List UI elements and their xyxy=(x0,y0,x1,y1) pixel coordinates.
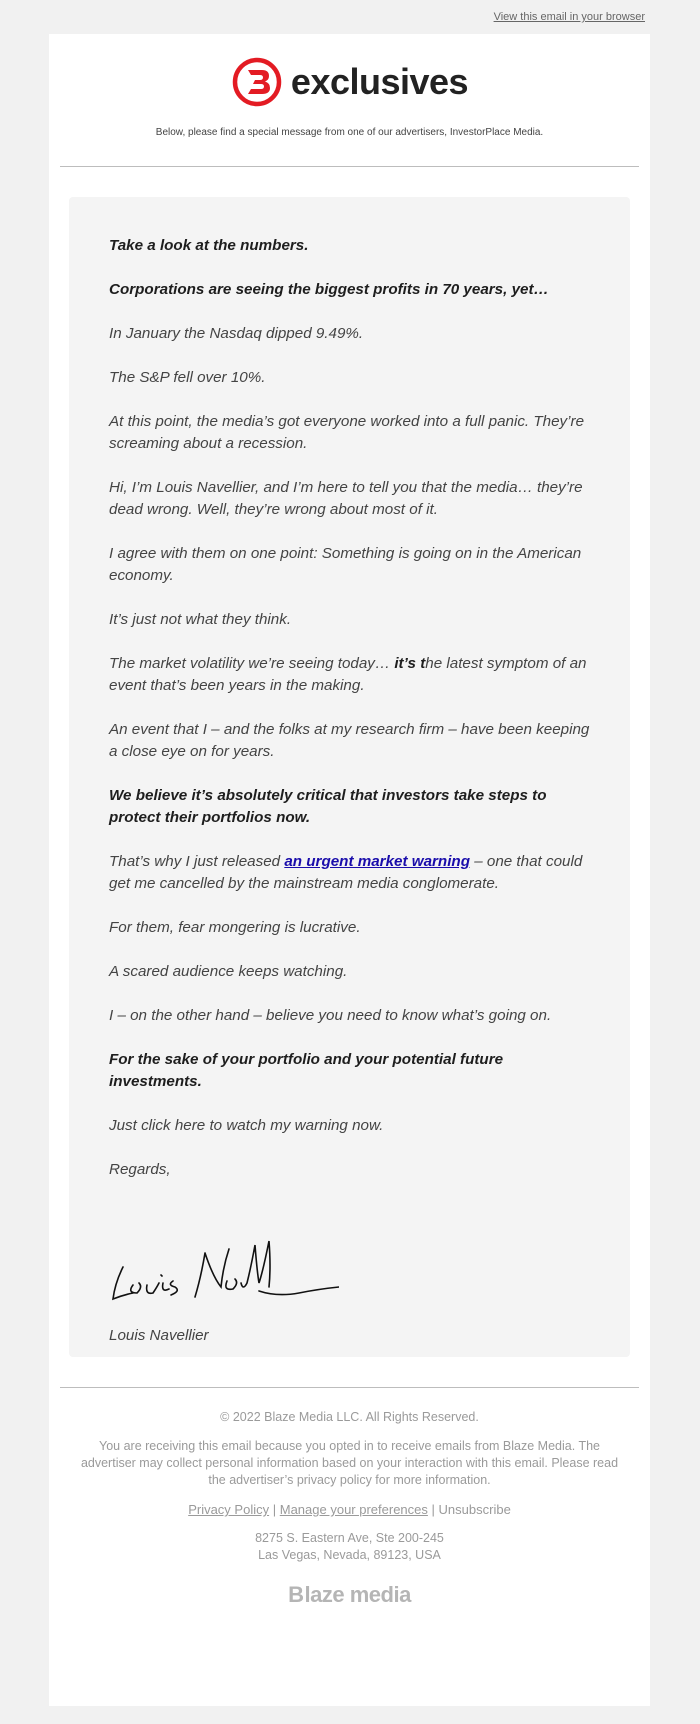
email-header xyxy=(49,34,650,166)
unsubscribe-link[interactable]: Unsubscribe xyxy=(438,1502,511,1517)
paragraph-8: It’s just not what they think. xyxy=(109,611,292,628)
paragraph-11: We believe it’s absolutely critical that investors take steps to protect their portfolios now. xyxy=(109,787,547,826)
message-content xyxy=(69,197,630,1357)
blaze-media-logo xyxy=(288,1582,411,1608)
view-in-browser-link[interactable]: View this email in your browser xyxy=(493,11,645,23)
email-footer xyxy=(49,1357,650,1608)
paragraph-4: The S&P fell over 10%. xyxy=(109,369,266,386)
paragraph-13: For them, fear mongering is lucrative. xyxy=(109,919,361,936)
paragraph-12-text-b: – one that could get me cancelled by the mainstream media conglomerate. xyxy=(109,853,583,892)
paragraph-17: Just click here to watch my warning now. xyxy=(109,1117,384,1134)
blaze-logo-text: laze media xyxy=(304,1582,411,1607)
top-bar xyxy=(0,0,700,33)
email-card xyxy=(49,34,650,1706)
header-divider xyxy=(60,166,639,167)
paragraph-14: A scared audience keeps watching. xyxy=(109,963,348,980)
paragraph-12-text-a: That’s why I just released xyxy=(109,853,285,870)
paragraph-10: An event that I – and the folks at my research firm – have been keeping a close eye on for years. xyxy=(109,721,590,760)
paragraph-7: I agree with them on one point: Something is going on in the American economy. xyxy=(109,545,582,584)
signer-name: Louis Navellier xyxy=(109,1327,209,1344)
opt-in-notice: You are receiving this email because you opted in to receive emails from Blaze Media. The advertiser may collect personal information based on your interaction with this email. Please read the advertiser’s privacy policy for more information. xyxy=(80,1439,619,1487)
paragraph-9-text-b: he latest symptom of an event that’s been years in the making. xyxy=(109,655,587,694)
brand-logo xyxy=(49,56,650,108)
blaze-logo-b: B xyxy=(288,1582,304,1607)
paragraph-9-bold: it’s t xyxy=(394,655,426,672)
brand-wordmark: exclusives xyxy=(290,61,469,102)
blaze-b-logo-icon xyxy=(231,56,283,108)
postal-address xyxy=(49,1530,650,1564)
paragraph-1: Take a look at the numbers. xyxy=(109,237,309,254)
footer-divider xyxy=(60,1387,639,1388)
urgent-market-warning-link[interactable]: an urgent market warning xyxy=(284,853,470,870)
regards: Regards, xyxy=(109,1161,171,1178)
handwritten-signature xyxy=(109,1237,590,1309)
paragraph-2: Corporations are seeing the biggest profits in 70 years, yet… xyxy=(109,281,549,298)
paragraph-12 xyxy=(109,851,590,895)
paragraph-6: Hi, I’m Louis Navellier, and I’m here to tell you that the media… they’re dead wrong. Well, they’re wrong about most of it. xyxy=(109,479,583,518)
advertiser-notice: Below, please find a special message from one of our advertisers, InvestorPlace Media. xyxy=(155,127,544,138)
signature-graphic xyxy=(109,1237,339,1309)
paragraph-16: For the sake of your portfolio and your potential future investments. xyxy=(109,1051,504,1090)
paragraph-9-text-a: The market volatility we’re seeing today… xyxy=(109,655,395,672)
privacy-policy-link[interactable]: Privacy Policy xyxy=(188,1502,270,1517)
manage-preferences-link[interactable]: Manage your preferences xyxy=(279,1502,428,1517)
footer-links xyxy=(49,1502,650,1517)
paragraph-9 xyxy=(109,653,590,697)
paragraph-15: I – on the other hand – believe you need to know what’s going on. xyxy=(109,1007,552,1024)
link-separator: | xyxy=(431,1502,435,1517)
copyright: © 2022 Blaze Media LLC. All Rights Reserved. xyxy=(220,1410,479,1424)
paragraph-3: In January the Nasdaq dipped 9.49%. xyxy=(109,325,364,342)
address-line-1: 8275 S. Eastern Ave, Ste 200-245 xyxy=(255,1531,444,1545)
paragraph-5: At this point, the media’s got everyone worked into a full panic. They’re screaming about a recession. xyxy=(109,413,585,452)
link-separator: | xyxy=(272,1502,277,1517)
address-line-2: Las Vegas, Nevada, 89123, USA xyxy=(258,1548,441,1562)
